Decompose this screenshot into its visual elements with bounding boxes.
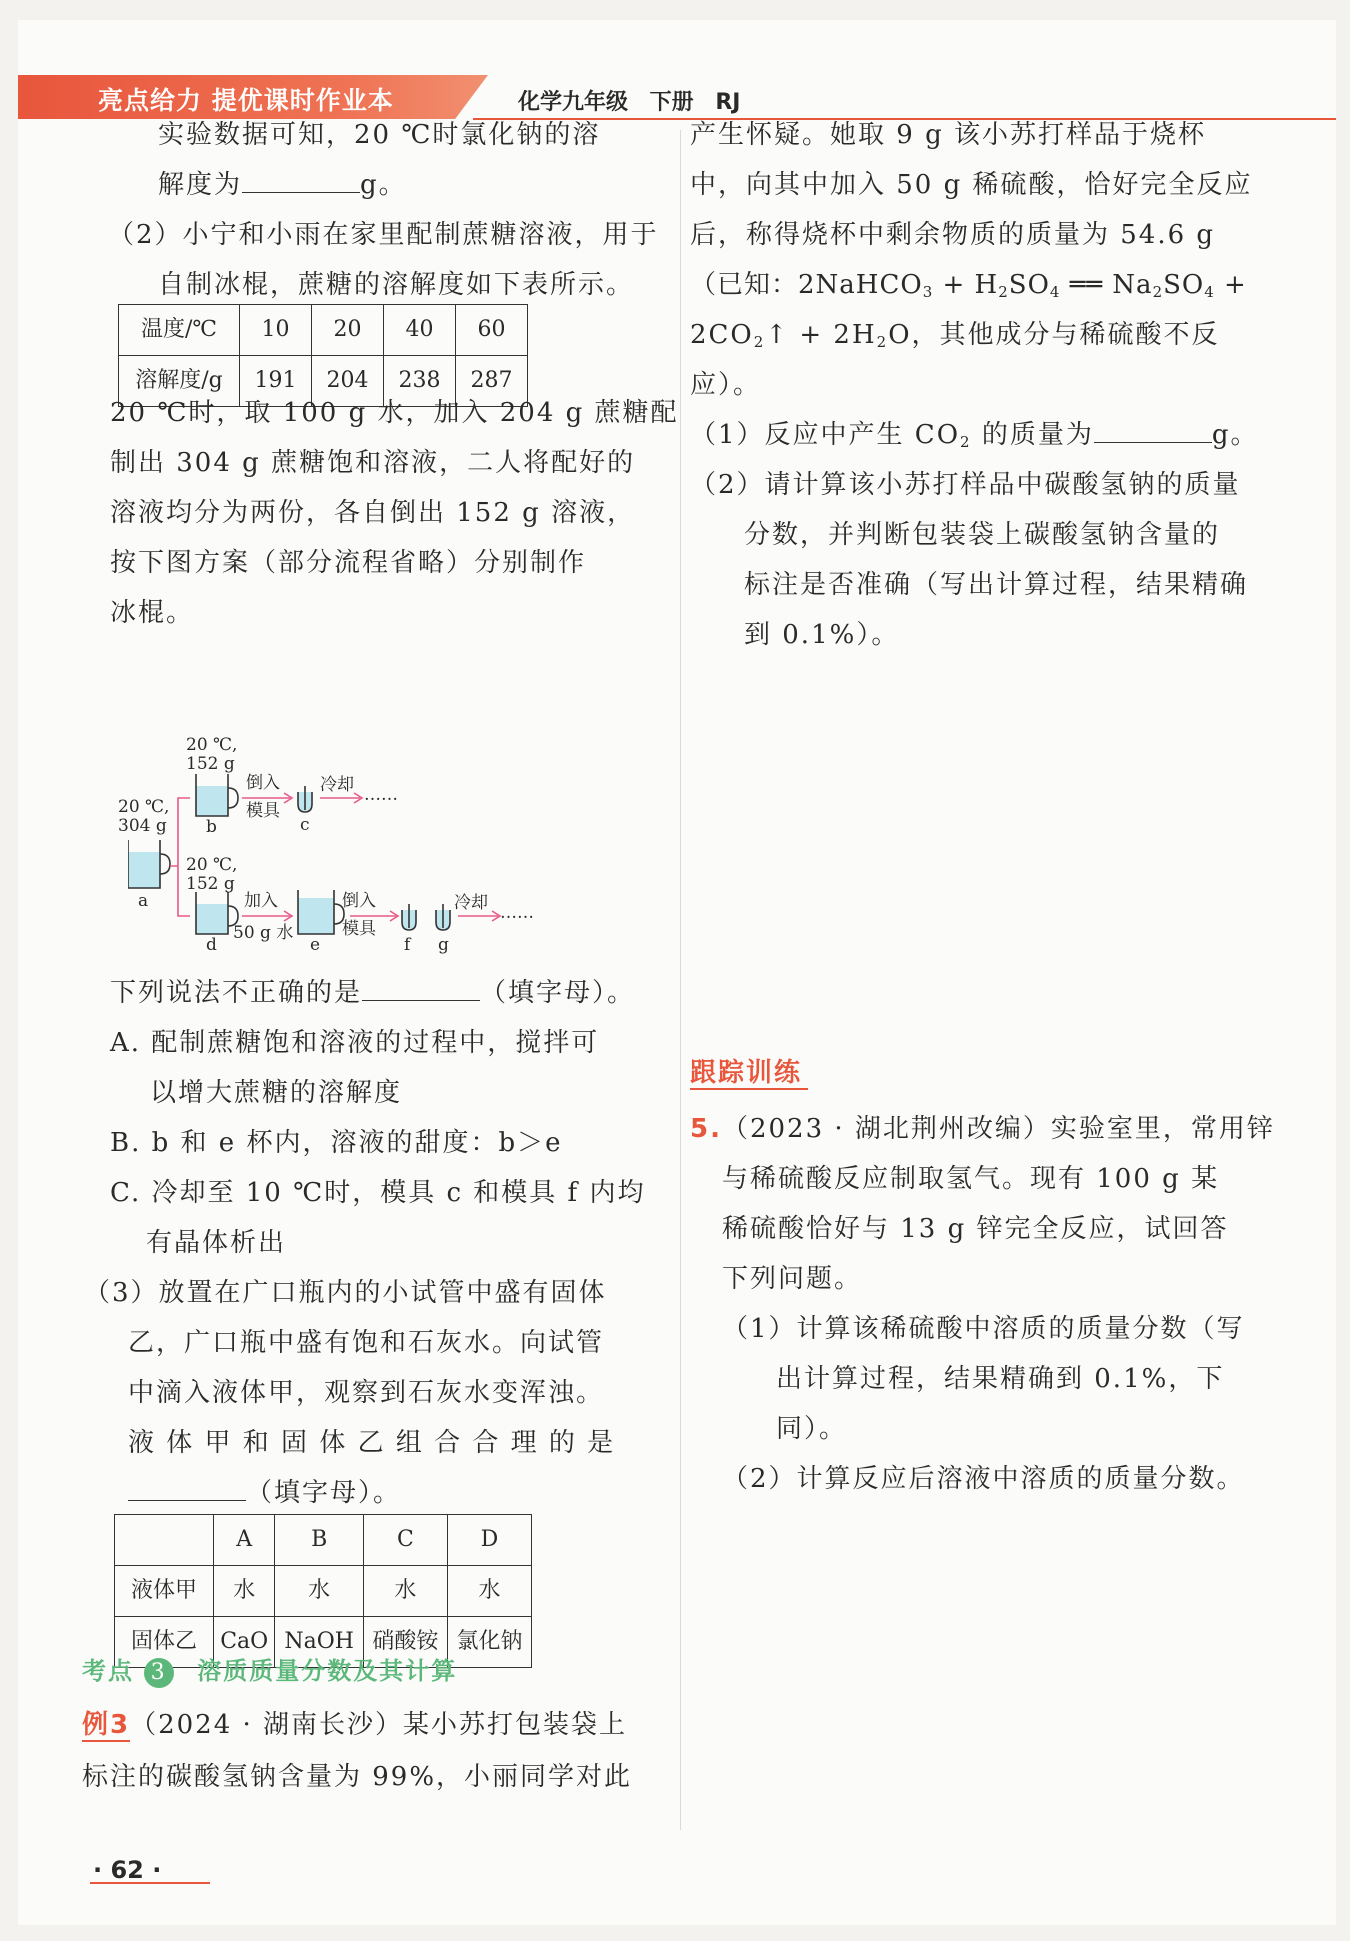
text-line: 冰棍。 xyxy=(110,598,195,628)
table-cell: 10 xyxy=(240,305,312,356)
table-cell: 硝酸铵 xyxy=(363,1617,447,1668)
text: + xyxy=(1214,270,1247,300)
answer-blank[interactable] xyxy=(362,976,480,1001)
cup-d-label: d xyxy=(206,935,217,955)
cup-a-temp: 20 ℃, xyxy=(118,797,170,817)
mold-g-label: g xyxy=(438,935,449,955)
page xyxy=(18,20,1336,1925)
table-cell: 287 xyxy=(456,356,528,407)
text-line: 液 体 甲 和 固 体 乙 组 合 合 理 的 是 xyxy=(128,1428,616,1458)
reagent-combination-table xyxy=(114,1514,532,1668)
question-line xyxy=(110,968,635,1018)
text-line: 下列问题。 xyxy=(722,1264,863,1294)
column-divider xyxy=(680,130,681,1830)
table-cell: 20 xyxy=(312,305,384,356)
table-cell: 40 xyxy=(384,305,456,356)
mold-f-label: f xyxy=(404,935,411,955)
cup-d-icon xyxy=(196,892,238,934)
mold-c-label: c xyxy=(300,815,310,835)
subscript: 2 xyxy=(753,333,766,351)
table-cell: C xyxy=(363,1515,447,1566)
cup-b-mass: 152 g xyxy=(186,754,235,774)
water-label: 50 g 水 xyxy=(233,923,294,943)
option-a-cont: 以增大蔗糖的溶解度 xyxy=(150,1078,403,1108)
subscript: 4 xyxy=(1049,283,1061,301)
page-number: · 62 · xyxy=(93,1856,162,1884)
mold-g-icon xyxy=(436,904,450,930)
mold-label: 模具 xyxy=(342,919,376,939)
text: SO xyxy=(1163,270,1205,300)
subscript: 3 xyxy=(922,283,934,301)
section-tag: 考点 xyxy=(82,1657,134,1685)
text-line: 自制冰棍，蔗糖的溶解度如下表所示。 xyxy=(158,270,635,300)
table-cell: 固体乙 xyxy=(115,1617,214,1668)
section-heading xyxy=(82,1646,457,1696)
table-cell: 水 xyxy=(275,1566,364,1617)
table-cell: CaO xyxy=(214,1617,275,1668)
text-line: 按下图方案（部分流程省略）分别制作 xyxy=(110,548,587,578)
question-line: （2）计算反应后溶液中溶质的质量分数。 xyxy=(722,1464,1245,1494)
subscript: 2 xyxy=(1152,283,1164,301)
pour-label: 倒入 xyxy=(246,773,280,793)
cup-e-label: e xyxy=(310,935,321,955)
table-cell: 191 xyxy=(240,356,312,407)
text-line: 同）。 xyxy=(776,1414,848,1444)
question-line: （1）计算该稀硫酸中溶质的质量分数（写 xyxy=(722,1314,1245,1344)
track-training-heading xyxy=(690,1048,808,1098)
question-line: （2）小宁和小雨在家里配制蔗糖溶液，用于 xyxy=(108,220,659,250)
table-cell: 氯化钠 xyxy=(447,1617,531,1668)
text: （填字母）。 xyxy=(480,978,636,1008)
text-line: 制出 304 g 蔗糖饱和溶液，二人将配好的 xyxy=(110,448,636,478)
example-label: 例3 xyxy=(82,1710,131,1740)
popsicle-flow-diagram xyxy=(118,732,548,972)
header-brand: 亮点给力 提优课时作业本 xyxy=(98,86,394,115)
subscript: 2 xyxy=(960,433,972,451)
cup-b-icon xyxy=(196,774,238,816)
section-number-badge: 3 xyxy=(144,1658,174,1688)
text: 下列说法不正确的是 xyxy=(110,978,363,1008)
table-cell: 水 xyxy=(214,1566,275,1617)
cup-d-mass: 152 g xyxy=(186,874,235,894)
cool-label: 冷却 xyxy=(320,775,354,795)
table-cell: 水 xyxy=(447,1566,531,1617)
table-cell: 温度/℃ xyxy=(119,305,240,356)
text-line: 乙，广口瓶中盛有饱和石灰水。向试管 xyxy=(128,1328,605,1358)
text-line: 应）。 xyxy=(690,370,762,400)
section-title: 溶质质量分数及其计算 xyxy=(197,1657,458,1685)
text: ↑ + 2H xyxy=(765,320,877,350)
equation-line xyxy=(690,310,1220,367)
text-line: 稀硫酸恰好与 13 g 锌完全反应，试回答 xyxy=(722,1214,1229,1244)
question-line xyxy=(690,410,1259,467)
pour-label: 倒入 xyxy=(342,891,376,911)
option-c: C. 冷却至 10 ℃时，模具 c 和模具 f 内均 xyxy=(110,1178,646,1208)
table-cell: 溶解度/g xyxy=(119,356,240,407)
example-line xyxy=(82,1700,627,1750)
text-line: 到 0.1%）。 xyxy=(744,620,900,650)
cup-b-label: b xyxy=(206,817,217,837)
mold-c-icon xyxy=(298,786,312,812)
table-cell: 60 xyxy=(456,305,528,356)
text-line: 20 ℃时，取 100 g 水，加入 204 g 蔗糖配 xyxy=(110,398,679,428)
text: （填字母）。 xyxy=(246,1478,402,1508)
table-cell: 204 xyxy=(312,356,384,407)
text-line: 实验数据可知，20 ℃时氯化钠的溶 xyxy=(158,120,601,150)
cup-a-mass: 304 g xyxy=(118,816,167,836)
question-line: （3）放置在广口瓶内的小试管中盛有固体 xyxy=(84,1278,607,1308)
text: 的质量为 xyxy=(971,420,1094,450)
table-cell: 238 xyxy=(384,356,456,407)
text: ══ Na xyxy=(1060,270,1153,300)
text-line xyxy=(158,160,407,210)
text-line: 标注的碳酸氢钠含量为 99%，小丽同学对此 xyxy=(82,1762,633,1792)
text-line: 后，称得烧杯中剩余物质的质量为 54.6 g xyxy=(690,220,1216,250)
cup-d-temp: 20 ℃, xyxy=(186,855,238,875)
cup-e-icon xyxy=(298,890,344,934)
text: （1）反应中产生 CO xyxy=(690,420,961,450)
text-line: 标注是否准确（写出计算过程，结果精确 xyxy=(744,570,1249,600)
table-cell: D xyxy=(447,1515,531,1566)
text: （2023 · 湖北荆州改编）实验室里，常用锌 xyxy=(721,1114,1275,1144)
table-cell: A xyxy=(214,1515,275,1566)
question-line: （2）请计算该小苏打样品中碳酸氢钠的质量 xyxy=(690,470,1241,500)
subscript: 4 xyxy=(1204,283,1215,301)
text: 2CO xyxy=(690,320,754,350)
answer-blank[interactable] xyxy=(128,1476,246,1501)
text-line: 出计算过程，结果精确到 0.1%，下 xyxy=(776,1364,1225,1394)
text-line: 中，向其中加入 50 g 稀硫酸，恰好完全反应 xyxy=(690,170,1253,200)
cool-label: 冷却 xyxy=(454,893,488,913)
left-column xyxy=(18,20,678,1880)
text-line: 分数，并判断包装袋上碳酸氢钠含量的 xyxy=(744,520,1221,550)
table-cell: NaOH xyxy=(275,1617,364,1668)
text: 解度为 xyxy=(158,170,243,200)
problem-number: 5. xyxy=(690,1114,722,1144)
answer-blank[interactable] xyxy=(242,168,360,193)
mold-label: 模具 xyxy=(246,801,280,821)
subscript: 2 xyxy=(998,283,1009,301)
cup-a-label: a xyxy=(138,891,149,911)
option-c-cont: 有晶体析出 xyxy=(146,1228,287,1258)
track-training-title: 跟踪训练 xyxy=(690,1058,808,1090)
table-cell: B xyxy=(275,1515,364,1566)
cup-a-icon xyxy=(128,840,170,888)
text: （已知：2NaHCO xyxy=(690,270,923,300)
problem-5-line xyxy=(690,1104,1275,1154)
subscript: 2 xyxy=(876,333,889,351)
text-line: 溶液均分为两份，各自倒出 152 g 溶液， xyxy=(110,498,636,528)
mold-f-icon xyxy=(402,904,416,930)
cup-b-temp: 20 ℃, xyxy=(186,735,238,755)
text: SO xyxy=(1008,270,1050,300)
text: g。 xyxy=(1211,420,1259,450)
text: g。 xyxy=(360,170,407,200)
table-cell xyxy=(115,1515,214,1566)
text: （2024 · 湖南长沙）某小苏打包装袋上 xyxy=(130,1710,628,1740)
answer-blank[interactable] xyxy=(1094,418,1212,443)
right-column xyxy=(690,20,1330,1880)
text-line: 产生怀疑。她取 9 g 该小苏打样品于烧杯 xyxy=(690,120,1206,150)
ellipsis: …… xyxy=(500,903,534,923)
text: + H xyxy=(933,270,999,300)
header-book-info: 化学九年级 下册 RJ xyxy=(518,90,741,115)
option-a: A. 配制蔗糖饱和溶液的过程中，搅拌可 xyxy=(110,1028,600,1058)
text-line xyxy=(128,1468,401,1518)
table-cell: 液体甲 xyxy=(115,1566,214,1617)
ellipsis: …… xyxy=(364,785,398,805)
option-b: B. b 和 e 杯内，溶液的甜度：b＞e xyxy=(110,1128,563,1158)
text: O，其他成分与稀硫酸不反 xyxy=(888,320,1220,350)
text-line: 与稀硫酸反应制取氢气。现有 100 g 某 xyxy=(722,1164,1220,1194)
table-cell: 水 xyxy=(363,1566,447,1617)
text-line: 中滴入液体甲，观察到石灰水变浑浊。 xyxy=(128,1378,605,1408)
add-label: 加入 xyxy=(244,891,278,911)
equation-line xyxy=(690,260,1247,317)
